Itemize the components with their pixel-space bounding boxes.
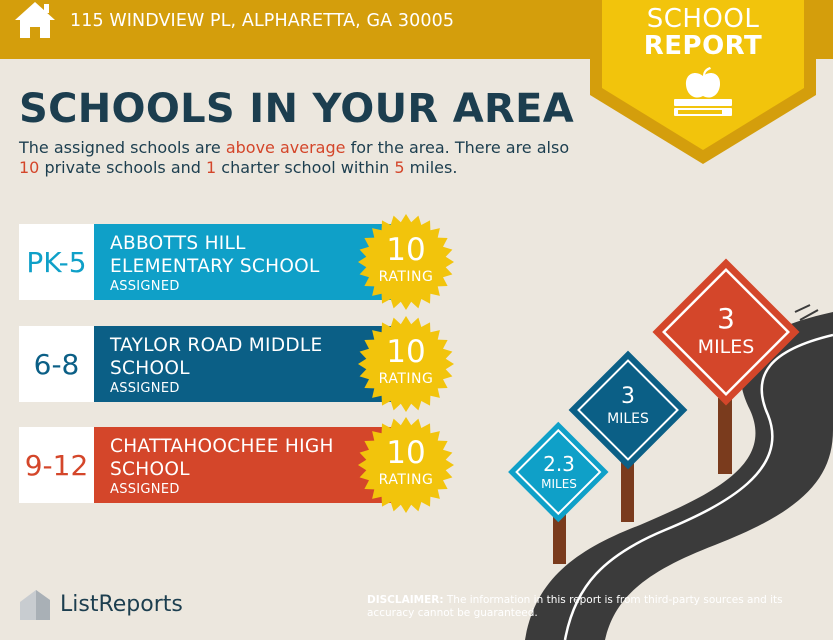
distance-sign-value: 2.3 — [543, 452, 575, 476]
school-card[interactable] — [19, 427, 399, 503]
search-radius: 5 — [394, 158, 405, 177]
school-name: ABBOTTS HILL ELEMENTARY SCHOOL — [110, 233, 320, 277]
page-title: SCHOOLS IN YOUR AREA — [19, 86, 574, 132]
distance-sign-unit: MILES — [607, 411, 649, 427]
rating-value: 10 — [386, 334, 426, 370]
grade-range: 6-8 — [19, 326, 94, 402]
home-icon — [13, 0, 57, 40]
school-card[interactable] — [19, 224, 399, 300]
rating-label: RATING — [378, 269, 434, 285]
school-status: ASSIGNED — [110, 279, 180, 294]
property-address: 115 WINDVIEW PL, ALPHARETTA, GA 30005 — [70, 11, 455, 31]
rating-value: 10 — [386, 232, 426, 268]
private-school-count: 10 — [19, 158, 40, 177]
brand-name: ListReports — [60, 592, 183, 617]
disclaimer-text: DISCLAIMER: The information in this report is from third-party sources and its accuracy cannot be guaranteed. — [367, 594, 783, 619]
school-card[interactable] — [19, 326, 399, 402]
school-info-panel — [94, 427, 394, 503]
distance-sign-unit: MILES — [697, 336, 755, 358]
intro-paragraph: The assigned schools are above average for the area. There are also 10 private schools and 1 charter school within 5 miles. — [19, 138, 570, 177]
winding-road-illustration — [500, 250, 833, 640]
badge-title-line1: SCHOOL — [646, 4, 760, 34]
distance-sign-value: 3 — [621, 384, 635, 409]
distance-sign-unit: MILES — [541, 477, 577, 491]
grade-range: 9-12 — [19, 427, 94, 503]
school-status: ASSIGNED — [110, 482, 180, 497]
rating-value: 10 — [386, 435, 426, 471]
apple-books-icon — [672, 66, 734, 118]
grade-range: PK-5 — [19, 224, 94, 300]
rating-label: RATING — [378, 472, 434, 488]
above-average-highlight: above average — [225, 138, 346, 157]
school-name: CHATTAHOOCHEE HIGH SCHOOL — [110, 436, 334, 480]
listreports-logo-icon — [18, 588, 52, 622]
school-name: TAYLOR ROAD MIDDLE SCHOOL — [110, 335, 323, 379]
school-info-panel — [94, 326, 394, 402]
badge-title-line2: REPORT — [643, 31, 763, 61]
charter-school-count: 1 — [206, 158, 217, 177]
distance-sign-value: 3 — [717, 302, 735, 335]
school-info-panel — [94, 224, 394, 300]
school-status: ASSIGNED — [110, 381, 180, 396]
rating-label: RATING — [378, 371, 434, 387]
